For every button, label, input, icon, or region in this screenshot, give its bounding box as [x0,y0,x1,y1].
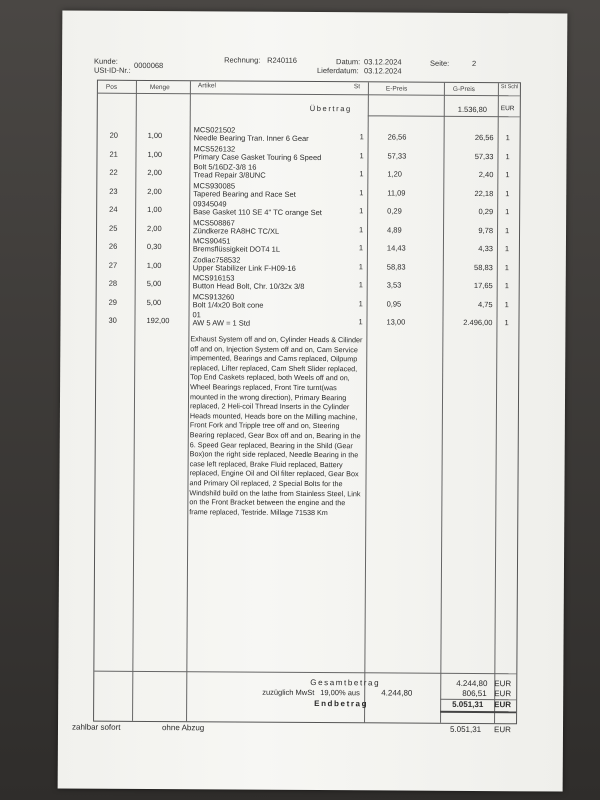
row-article: MCS021502 [193,125,236,135]
col-header-total-price: G-Preis [452,85,475,93]
row-vat: 1 [359,132,364,142]
row-article: MCS930085 [193,180,236,191]
row-article: MCS90451 [192,236,231,246]
col-header-pos: Pos [105,83,118,91]
row-tax-code: 1 [504,281,509,291]
carryover-amount: 1.536,80 [457,104,488,115]
vat-id-label: USt-ID-Nr.: [93,65,131,75]
row-unit-price: 1,20 [387,169,403,179]
row-vat: 1 [359,150,364,160]
col-divider [440,83,445,723]
row-pos: 24 [109,204,118,214]
row-article: MCS913260 [192,291,235,302]
row-unit-price: 57,33 [387,150,407,161]
row-pos: 22 [109,167,118,177]
gross-total-amount: 4.244,80 [456,678,488,689]
row-qty: 1,00 [147,149,163,159]
footer-amount: 5.051,31 [449,724,482,735]
row-description: Upper Stabilizer Link F-H09-16 [192,262,296,273]
work-description: Exhaust System off and on, Cylinder Heads & Cilinder off and on, Injection System off and on, Cam Service impemented, Bearings and Cams replaced, Oilpump replaced, Lifter replaced, Cam Sheft Slider replaced, Top End Caskets replaced, both Weels off and on, Wheel Bearings replaced, Front Tire turnt(was mounted in the wrong direction), Primary Bearing replaced, 2 Heli-coil Thread Inserts in the Cylinder Heads mounted, Heads bore on the Milling machine, Front Fork and Tripple tree off and on, Steering Bearing replaced, Gear Box off and on, Bearing in the 6. Speed Gear replaced, Bearing in the Shild (Gear Box)on the right side replaced, Needle Bearing in the case left replaced, Brake Fluid replaced, Battery replaced, Engine Oil and Oil filter replaced, Gear Box and Primary Oil replaced, 2 Special Bolts for the Windshild build on the lathe from Stainless Steel, Link on the Front Bracket between the engine and the frame replaced, Testride. Millage 71538 Km [189,334,363,517]
row-vat: 1 [358,317,363,327]
gross-total-label: Gesamtbetrag [310,677,381,688]
invoice-table [93,80,521,725]
row-unit-price: 11,09 [387,187,406,198]
col-divider [494,83,499,723]
row-pos: 21 [109,149,118,159]
delivery-date: 03.12.2024 [363,66,402,76]
row-article: MCS526132 [193,143,236,154]
row-vat: 1 [359,206,364,216]
invoice-date: 03.12.2024 [364,57,402,67]
row-total-price: 2,40 [478,170,494,180]
row-pos: 25 [109,223,118,233]
carryover-currency: EUR [500,105,515,113]
row-unit-price: 13,00 [386,317,406,327]
row-tax-code: 1 [505,170,510,180]
vat-rate: 19,00% aus [320,688,360,698]
row-description: Bolt 1/4x20 Bolt cone [192,299,264,310]
row-description: Zündkerze RA8HC TC/XL [193,225,280,236]
page-label: Seite: [430,58,450,68]
row-article: 09345049 [193,199,227,209]
row-description: Needle Bearing Tran. Inner 6 Gear [193,133,309,143]
payment-terms: zahlbar sofort [71,722,121,732]
row-qty: 5,00 [146,297,162,307]
row-article: MCS508867 [193,217,235,228]
col-header-qty: Menge [149,84,170,92]
row-tax-code: 1 [504,299,509,309]
invoice-page [58,10,568,791]
row-pos: 20 [109,130,118,140]
row-unit-price: 3,53 [386,280,402,290]
row-qty: 0,30 [146,241,162,252]
customer-label: Kunde: [94,56,118,66]
row-total-price: 9,78 [478,225,494,235]
row-vat: 1 [358,243,364,253]
gross-total-currency: EUR [494,679,512,689]
row-qty: 192,00 [146,315,170,326]
customer-number: 0000068 [134,60,164,71]
row-total-price: 22,18 [474,188,494,198]
row-description: AW 5 AW = 1 Std [192,318,251,328]
final-underline [440,711,516,713]
row-total-price: 2.496,00 [463,317,493,328]
col-header-tax-code: St Schl [500,84,519,91]
row-unit-price: 14,43 [386,243,406,253]
row-tax-code: 1 [505,207,510,217]
col-divider [132,81,137,721]
row-description: Tread Repair 3/8UNC [193,170,266,180]
row-pos: 30 [108,315,117,325]
row-description: Bremsflüssigkeit DOT4 1L [192,244,281,254]
row-qty: 2,00 [147,186,162,196]
row-qty: 2,00 [147,167,163,178]
row-description: Button Head Bolt, Chr. 10/32x 3/8 [192,281,305,291]
vat-amount: 806,51 [462,688,487,699]
page-number: 2 [472,58,477,68]
row-total-price: 4,75 [477,299,493,309]
col-header-vat: St [353,83,361,91]
row-total-price: 58,83 [474,262,493,272]
row-article: 01 [192,310,201,320]
row-pos: 27 [108,260,118,270]
row-description: Tapered Bearing and Race Set [193,188,296,199]
row-qty: 2,00 [147,223,162,233]
date-label: Datum: [336,57,361,67]
invoice-number: R240116 [267,55,297,65]
row-total-price: 26,56 [474,132,494,143]
row-pos: 28 [108,278,118,288]
final-total-label: Endbetrag [314,699,369,709]
col-header-unit-price: E-Preis [385,85,408,93]
row-description: Base Gasket 110 SE 4" TC orange Set [193,207,322,218]
row-qty: 1,00 [147,204,162,215]
row-tax-code: 1 [504,262,510,272]
row-unit-price: 58,83 [386,261,406,272]
header-divider [98,93,520,97]
row-total-price: 57,33 [474,151,494,161]
vat-base: 4.244,80 [381,688,413,698]
carryover-label: Übertrag [309,103,352,114]
row-total-price: 17,65 [473,280,493,291]
no-deduction: ohne Abzug [161,723,205,733]
row-vat: 1 [359,169,364,179]
row-tax-code: 1 [505,133,510,143]
row-tax-code: 1 [505,188,510,198]
delivery-date-label: Lieferdatum: [316,66,359,76]
row-pos: 23 [109,186,118,196]
row-pos: 26 [108,241,118,251]
vat-currency: EUR [494,689,512,699]
row-vat: 1 [359,224,364,234]
row-vat: 1 [358,261,364,271]
row-article: Bolt 5/16DZ-3/8 16 [193,162,257,172]
vat-label: zuzüglich MwSt [262,687,315,698]
row-unit-price: 0,29 [387,206,402,216]
row-qty: 1,00 [146,260,162,270]
row-unit-price: 26,56 [387,132,407,142]
row-total-price: 4,33 [478,244,493,254]
row-article: Zodiac758532 [192,254,241,265]
invoice-label: Rechnung: [224,55,261,65]
row-unit-price: 4,89 [387,224,402,235]
row-pos: 29 [108,297,117,307]
row-article: MCS916153 [192,273,235,283]
col-header-article: Artikel [197,82,217,90]
final-total-amount: 5.051,31 [452,699,484,710]
footer-currency: EUR [493,725,511,735]
row-tax-code: 1 [504,244,510,254]
final-total-currency: EUR [494,700,512,710]
row-qty: 5,00 [146,278,162,289]
row-vat: 1 [358,280,363,290]
row-vat: 1 [359,187,364,197]
row-tax-code: 1 [505,225,510,235]
row-tax-code: 1 [505,151,510,161]
row-total-price: 0,29 [478,207,494,217]
row-tax-code: 1 [504,318,509,328]
row-description: Primary Case Gasket Touring 6 Speed [193,151,322,162]
totals-divider [94,671,516,675]
row-unit-price: 0,95 [386,298,402,309]
row-vat: 1 [358,298,363,308]
row-qty: 1,00 [147,130,163,141]
